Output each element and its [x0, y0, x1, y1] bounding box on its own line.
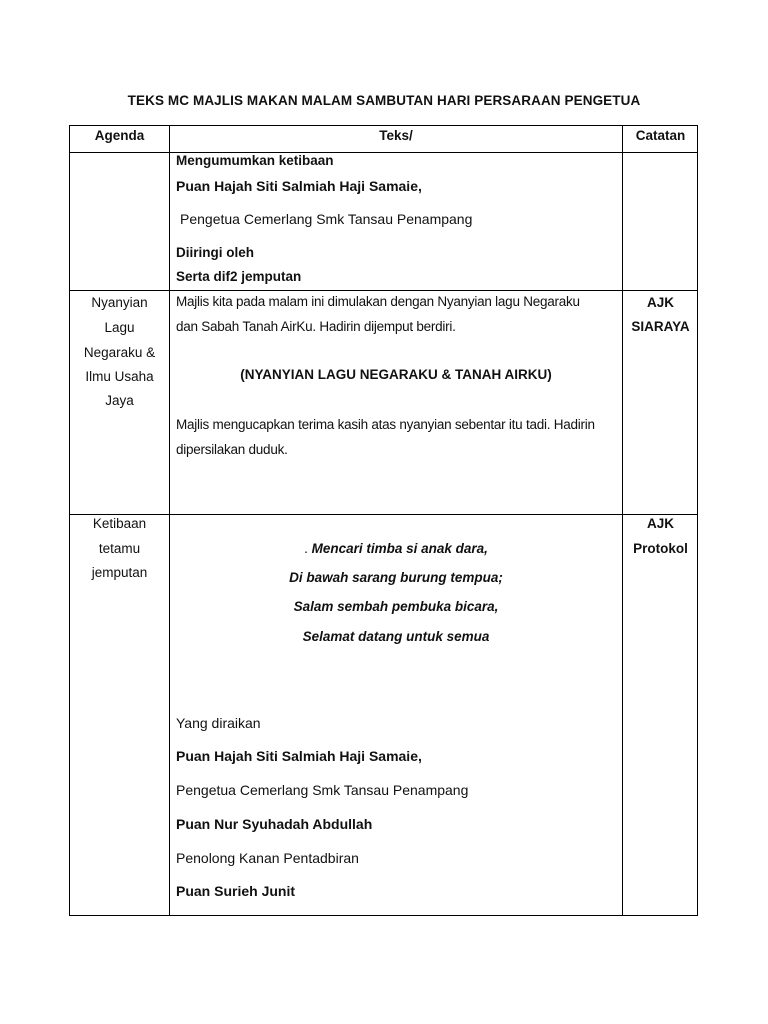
- row3-text-line: Penolong Kanan Pentadbiran: [176, 850, 359, 866]
- row1-text-line: Serta dif2 jemputan: [176, 269, 302, 284]
- pantun-text: Mencari timba si anak dara,: [311, 541, 488, 556]
- pantun-line: [170, 536, 622, 561]
- row3-text-line: Puan Nur Syuhadah Abdullah: [176, 816, 373, 832]
- row3-agenda-line: tetamu: [98, 541, 141, 556]
- row3-text-line: Puan Surieh Junit: [176, 883, 296, 899]
- row2-agenda-line: Nyanyian: [91, 295, 148, 310]
- row2-agenda-line: Lagu: [104, 320, 135, 335]
- pantun-prefix: .: [304, 541, 312, 556]
- row2-note-line: AJK: [646, 295, 674, 310]
- document-title: TEKS MC MAJLIS MAKAN MALAM SAMBUTAN HARI PERSARAAN PENGETUA: [127, 93, 641, 108]
- row1-text-line: Diiringi oleh: [176, 245, 255, 260]
- row2-agenda-line: Ilmu Usaha: [85, 369, 154, 384]
- row2-text-line: Majlis kita pada malam ini dimulakan dengan Nyanyian lagu Negaraku: [176, 294, 580, 309]
- header-agenda: Agenda: [94, 128, 145, 143]
- row2-text-line: dan Sabah Tanah AirKu. Hadirin dijemput berdiri.: [176, 319, 456, 334]
- row2-note-line: SIARAYA: [631, 319, 690, 334]
- row3-text-line: Yang diraikan: [176, 715, 261, 731]
- row2-text-line: Majlis mengucapkan terima kasih atas nyanyian sebentar itu tadi. Hadirin: [176, 417, 595, 432]
- row3-note-line: Protokol: [633, 541, 688, 556]
- row3-note-line: AJK: [646, 516, 674, 531]
- pantun-line: Selamat datang untuk semua: [302, 629, 490, 644]
- agenda-table: [69, 125, 698, 916]
- row2-text-line: dipersilakan duduk.: [176, 442, 288, 457]
- row2-agenda-line: Jaya: [105, 393, 134, 408]
- row3-agenda-line: Ketibaan: [92, 516, 147, 531]
- row-divider: [70, 152, 697, 153]
- row2-anthem-heading: (NYANYIAN LAGU NEGARAKU & TANAH AIRKU): [240, 367, 552, 382]
- row1-text-line: Pengetua Cemerlang Smk Tansau Penampang: [180, 211, 473, 227]
- row3-text-line: Pengetua Cemerlang Smk Tansau Penampang: [176, 782, 469, 798]
- row1-text-line: Puan Hajah Siti Salmiah Haji Samaie,: [176, 178, 422, 194]
- pantun-line: Salam sembah pembuka bicara,: [293, 599, 499, 614]
- row2-agenda-line: Negaraku &: [83, 345, 156, 360]
- pantun-line: Di bawah sarang burung tempua;: [289, 570, 503, 585]
- header-catatan: Catatan: [635, 128, 686, 143]
- column-divider: [169, 126, 170, 915]
- row1-text-line: Mengumumkan ketibaan: [176, 153, 334, 168]
- row3-agenda-line: jemputan: [91, 565, 148, 580]
- row3-text-line: Puan Hajah Siti Salmiah Haji Samaie,: [176, 748, 422, 764]
- header-teks: Teks/: [379, 128, 413, 143]
